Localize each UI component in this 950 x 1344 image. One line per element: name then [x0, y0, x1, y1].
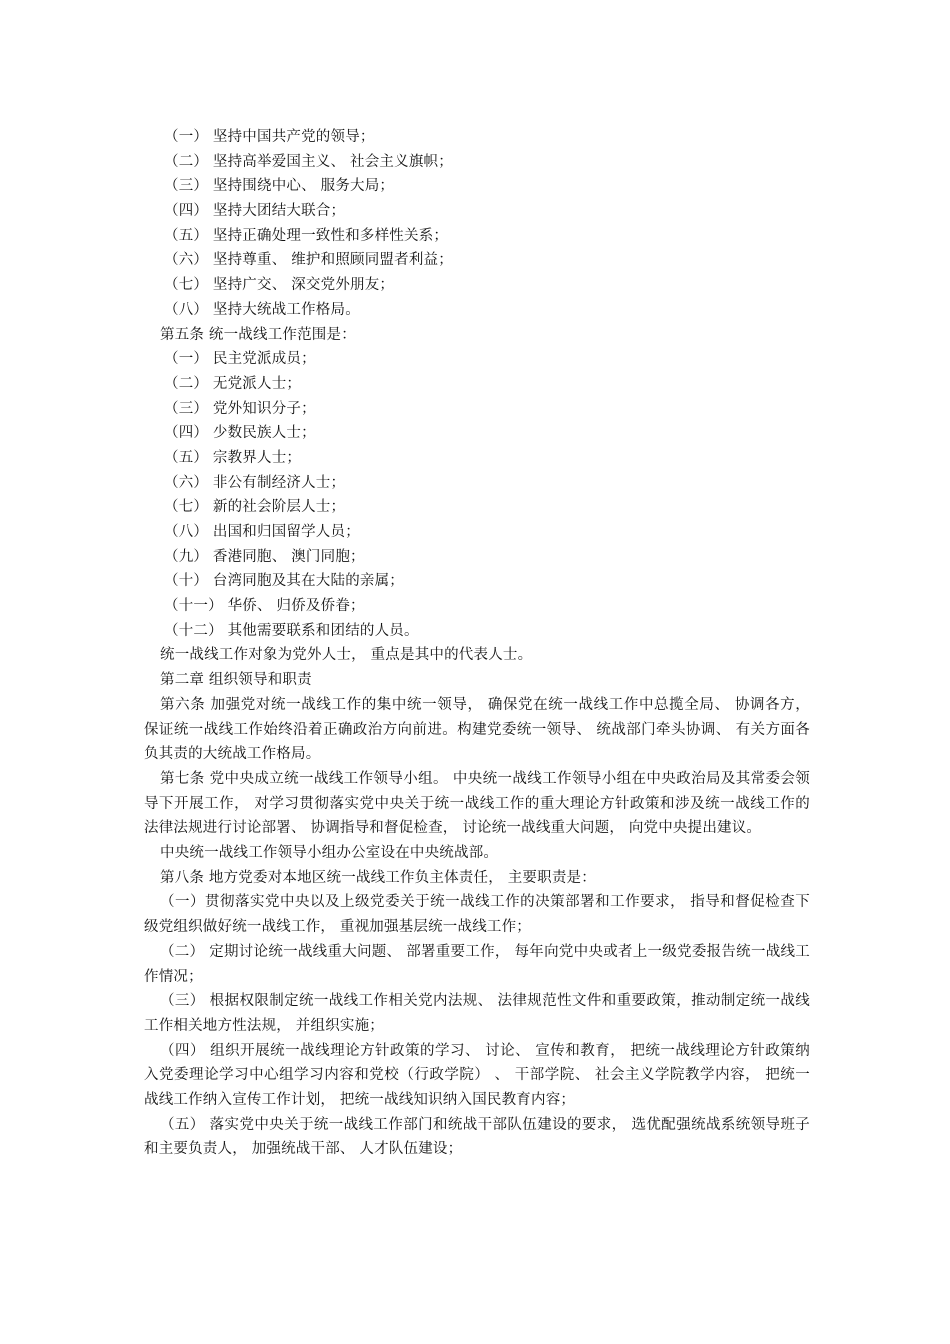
- chapter-heading: 第二章 组织领导和职责: [160, 672, 312, 689]
- article7-office-paragraph: 中央统一战线工作领导小组办公室设在中央统战部。: [160, 845, 499, 862]
- scope-item: （六） 非公有制经济人士；: [164, 474, 346, 491]
- scope-item: （八） 出国和归国留学人员；: [164, 524, 360, 540]
- principle-item: （一） 坚持中国共产党的领导；: [164, 129, 375, 145]
- article8-item: （五） 落实党中央关于统一战线工作部门和统战干部队伍建设的要求， 选优配强统战系统领导班子和主要负责人， 加强统战干部、 人才队伍建设；: [144, 1116, 810, 1158]
- principle-item: （四） 坚持大团结大联合；: [164, 203, 346, 220]
- article6-paragraph: 第六条 加强党对统一战线工作的集中统一领导， 确保党在统一战线工作中总揽全局、 协调各方， 保证统一战线工作始终沿着正确政治方向前进。构建党委统一领导、 统战部门牵头协调、 有关方面各负其责的大统战工作格局。: [144, 696, 810, 763]
- principle-item: （八） 坚持大统战工作格局。: [164, 301, 360, 318]
- scope-item: （三） 党外知识分子；: [164, 400, 316, 417]
- article8-item: （三） 根据权限制定统一战线工作相关党内法规、 法律规范性文件和重要政策，推动制定统一战线工作相关地方性法规， 并组织实施；: [144, 993, 810, 1034]
- scope-item: （七） 新的社会阶层人士；: [164, 499, 346, 516]
- principle-item: （五） 坚持正确处理一致性和多样性关系；: [164, 227, 449, 244]
- principle-item: （三） 坚持围绕中心、 服务大局；: [164, 178, 395, 195]
- scope-item: （十） 台湾同胞及其在大陆的亲属；: [164, 573, 405, 590]
- article8-item: （一）贯彻落实党中央以及上级党委关于统一战线工作的决策部署和工作要求， 指导和督促检查下级党组织做好统一战线工作， 重视加强基层统一战线工作；: [144, 894, 810, 936]
- scope-item: （九） 香港同胞、 澳门同胞；: [164, 548, 365, 565]
- article8-item: （四） 组织开展统一战线理论方针政策的学习、 讨论、 宣传和教育， 把统一战线理论方针政策纳入党委理论学习中心组学习内容和党校（行政学院） 、 干部学院、 社会主义学院教学内容， 把统一战线工作纳入宣传工作计划， 把统一战线知识纳入国民教育内容；: [144, 1042, 810, 1109]
- document-page: [144, 125, 810, 1162]
- principle-item: （二） 坚持高举爱国主义、 社会主义旗帜；: [164, 153, 453, 170]
- scope-item: （四） 少数民族人士；: [164, 425, 316, 442]
- article7-paragraph: 第七条 党中央成立统一战线工作领导小组。 中央统一战线工作领导小组在中央政治局及其常委会领导下开展工作， 对学习贯彻落实党中央关于统一战线工作的重大理论方针政策和涉及统一战线工作的法律法规进行讨论部署、 协调指导和督促检查， 讨论统一战线重大问题， 向党中央提出建议。: [144, 770, 810, 837]
- article8-heading: 第八条 地方党委对本地区统一战线工作负主体责任， 主要职责是：: [160, 869, 596, 886]
- principle-item: （六） 坚持尊重、 维护和照顾同盟者利益；: [164, 252, 453, 269]
- scope-item: （二） 无党派人士；: [164, 375, 302, 392]
- principle-item: （七） 坚持广交、 深交党外朋友；: [164, 277, 395, 294]
- scope-item: （五） 宗教界人士；: [164, 449, 302, 466]
- scope-note: 统一战线工作对象为党外人士， 重点是其中的代表人士。: [160, 647, 533, 664]
- scope-item: （十一） 华侨、 归侨及侨眷；: [164, 598, 365, 615]
- scope-item: （十二） 其他需要联系和团结的人员。: [164, 622, 419, 639]
- scope-item: （一） 民主党派成员；: [164, 351, 316, 368]
- article8-item: （二） 定期讨论统一战线重大问题、 部署重要工作， 每年向党中央或者上一级党委报告统一战线工作情况；: [144, 943, 810, 985]
- article5-heading: 第五条 统一战线工作范围是：: [160, 326, 356, 343]
